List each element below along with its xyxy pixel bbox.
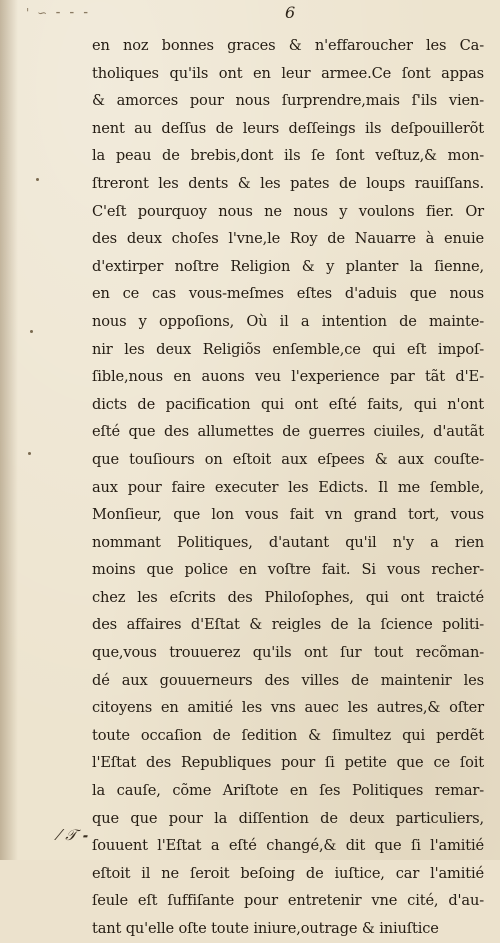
text-line: tant qu'elle oſte toute iniure,outrage & iniuſtice — [92, 920, 439, 937]
text-line: l'Eſtat des Republiques pour ſi petite que ce ſoit — [92, 754, 484, 772]
text-line: eſté que des allumettes de guerres ciuiles, d'autãt — [92, 423, 484, 441]
margin-speck — [28, 452, 31, 455]
text-line: en ce cas vous-meſmes eſtes d'aduis que nous — [92, 285, 484, 303]
top-margin-marks: ' ∽ ⁃ ⁃ ⁃ — [26, 6, 91, 20]
text-line: nir les deux Religiõs enſemble,ce qui eſt impoſ- — [92, 340, 484, 358]
text-line: toute occaſion de ſedition & ſimultez qui perdẽt — [92, 726, 484, 744]
text-line: dicts de pacification qui ont eſté faits, qui n'ont — [92, 395, 484, 413]
body-text — [92, 32, 484, 943]
text-line: Monſieur, que lon vous fait vn grand tort, vous — [92, 506, 484, 524]
text-line: que touſiours on eſtoit aux eſpees & aux couſte- — [92, 450, 484, 468]
text-line: nous y oppoſions, Où il a intention de mainte- — [92, 312, 484, 330]
page-number: 6 — [285, 3, 296, 22]
text-line: moins que police en voſtre fait. Si vous recher- — [92, 561, 484, 579]
text-line: ſouuent l'Eſtat a eſté changé,& dit que ſi l'amitié — [92, 837, 484, 855]
text-line: & amorces pour nous ſurprendre,mais ſ'ils vien- — [92, 92, 484, 110]
text-line: la peau de brebis,dont ils ſe ſont veſtuz,& mon- — [92, 147, 484, 165]
text-line: que que pour la diſſention de deux particuliers, — [92, 809, 484, 827]
text-line: aux pour faire executer les Edicts. Il me ſemble, — [92, 478, 484, 496]
text-line: nent au deſſus de leurs deſſeings ils deſpouillerõt — [92, 119, 484, 137]
text-line: que,vous trouuerez qu'ils ont ſur tout recõman- — [92, 644, 484, 662]
text-line: citoyens en amitié les vns auec les autres,& oſter — [92, 699, 484, 717]
text-line: la cauſe, cõme Ariſtote en ſes Politiques remar- — [92, 782, 484, 800]
text-line: eſtoit il ne ſeroit beſoing de iuſtice, car l'amitié — [92, 864, 484, 882]
binding-gutter-shadow — [0, 0, 18, 860]
bottom-margin-mark: ⁄ 𝒯 ⁃ — [58, 826, 88, 844]
text-line: C'eſt pourquoy nous ne nous y voulons fier. Or — [92, 202, 484, 220]
text-line: ſtreront les dents & les pates de loups rauiſſans. — [92, 174, 484, 192]
margin-speck — [30, 330, 33, 333]
text-line: des affaires d'Eſtat & reigles de la ſcience politi- — [92, 616, 484, 634]
text-line: chez les eſcrits des Philoſophes, qui ont traicté — [92, 588, 484, 606]
text-line: nommant Politiques, d'autant qu'il n'y a rien — [92, 533, 484, 551]
text-line: ſible,nous en auons veu l'experience par tãt d'E- — [92, 368, 484, 386]
text-line: ſeule eſt ſuffiſante pour entretenir vne cité, d'au- — [92, 892, 484, 910]
margin-speck — [36, 178, 39, 181]
text-line: des deux choſes l'vne,le Roy de Nauarre à enuie — [92, 230, 484, 248]
text-line: en noz bonnes graces & n'effaroucher les Ca- — [92, 37, 484, 54]
text-line: dé aux gouuerneurs des villes de maintenir les — [92, 671, 484, 689]
text-line: tholiques qu'ils ont en leur armee.Ce ſont appas — [92, 64, 484, 82]
text-line: d'extirper noſtre Religion & y planter la ſienne, — [92, 257, 484, 275]
